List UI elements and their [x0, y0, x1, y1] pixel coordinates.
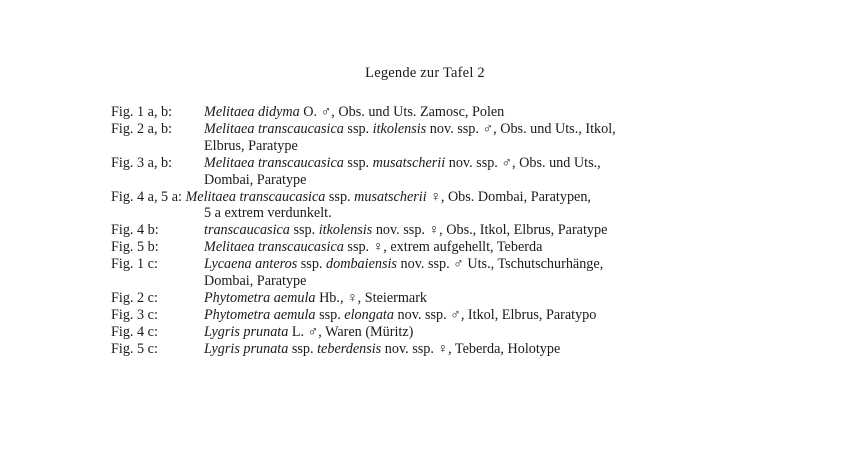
species-name: Lygris prunata — [204, 340, 289, 357]
legend-entry — [111, 222, 751, 239]
legend-entry — [111, 104, 751, 121]
figure-label: Fig. 2 c: — [111, 289, 158, 306]
legend-list — [111, 104, 751, 358]
entry-details: nov. ssp. ♂, Itkol, Elbrus, Paratypo — [393, 306, 597, 323]
species-name: Melitaea didyma — [204, 104, 300, 120]
legend-entry — [111, 341, 751, 358]
legend-entry — [111, 256, 751, 290]
figure-label: Fig. 3 c: — [111, 306, 158, 323]
entry-details: Hb., ♀, Steiermark — [315, 289, 428, 306]
figure-label: Fig. 5 c: — [111, 340, 158, 357]
subspecies-name: itkolensis — [372, 120, 427, 137]
ssp-prefix: ssp. — [297, 256, 327, 273]
legend-entry — [111, 189, 751, 223]
ssp-prefix: ssp. — [289, 222, 319, 239]
species-name: Phytometra aemula — [204, 306, 316, 323]
figure-label: Fig. 5 b: — [111, 239, 159, 256]
ssp-prefix: ssp. — [325, 188, 355, 205]
entry-description — [204, 239, 751, 256]
entry-details: ♀, Obs. Dombai, Paratypen, — [426, 188, 591, 205]
legend-entry — [111, 121, 751, 155]
species-name: Lygris prunata — [204, 323, 289, 340]
entry-details: L. ♂, Waren (Müritz) — [288, 323, 414, 340]
subspecies-name: dombaiensis — [326, 256, 397, 273]
entry-description — [204, 222, 751, 239]
species-name: Melitaea transcaucasica — [204, 120, 344, 137]
legend-entry — [111, 324, 751, 341]
species-name: Phytometra aemula — [204, 289, 316, 306]
entry-details: nov. ssp. ♀, Teberda, Holotype — [381, 340, 561, 357]
entry-description — [204, 341, 751, 358]
ssp-prefix: ssp. — [315, 306, 345, 323]
figure-label: Fig. 1 c: — [111, 256, 158, 273]
entry-description — [204, 256, 751, 273]
subspecies-name: musatscherii — [372, 154, 446, 171]
figure-label: Fig. 3 a, b: — [111, 154, 173, 171]
entry-details: nov. ssp. ♂ Uts., Tschutschurhänge, — [396, 256, 604, 273]
figure-label: Fig. 4 a, 5 a: — [111, 188, 182, 205]
legend-entry — [111, 239, 751, 256]
entry-description — [204, 324, 751, 341]
species-name: Lycaena anteros — [204, 256, 298, 273]
entry-details: nov. ssp. ♀, Obs., Itkol, Elbrus, Paratype — [372, 222, 608, 239]
entry-description — [204, 290, 751, 307]
entry-description — [111, 189, 751, 206]
entry-continuation: Elbrus, Paratype — [204, 137, 298, 154]
subspecies-name: itkolensis — [318, 222, 373, 239]
entry-description — [204, 307, 751, 324]
figure-label: Fig. 1 a, b: — [111, 104, 173, 120]
entry-continuation: Dombai, Paratype — [204, 171, 307, 188]
figure-label: Fig. 2 a, b: — [111, 120, 173, 137]
entry-details: O. ♂, Obs. und Uts. Zamosc, Polen — [299, 104, 505, 120]
species-name: Melitaea transcaucasica — [185, 188, 326, 205]
entry-description — [204, 121, 751, 138]
figure-label: Fig. 4 b: — [111, 222, 159, 239]
subspecies-name: musatscherii — [354, 188, 427, 205]
ssp-prefix: ssp. — [343, 120, 373, 137]
figure-label: Fig. 4 c: — [111, 323, 158, 340]
ssp-prefix: ssp. — [288, 340, 318, 357]
entry-description — [204, 155, 751, 172]
page-title: Legende zur Tafel 2 — [365, 65, 485, 81]
legend-entry — [111, 155, 751, 189]
legend-entry — [111, 307, 751, 324]
ssp-prefix: ssp. — [343, 154, 373, 171]
entry-continuation: 5 a extrem verdunkelt. — [204, 205, 332, 222]
subspecies-name: elongata — [344, 306, 394, 323]
species-name: Melitaea transcaucasica — [204, 239, 344, 256]
species-name: Melitaea transcaucasica — [204, 154, 344, 171]
entry-details: nov. ssp. ♂, Obs. und Uts., — [445, 154, 601, 171]
legend-entry — [111, 290, 751, 307]
species-name: transcaucasica — [204, 222, 290, 239]
entry-details: nov. ssp. ♂, Obs. und Uts., Itkol, — [426, 120, 616, 137]
entry-description — [204, 104, 751, 121]
entry-details: ssp. ♀, extrem aufgehellt, Teberda — [343, 239, 543, 256]
subspecies-name: teberdensis — [317, 340, 382, 357]
entry-continuation: Dombai, Paratype — [204, 273, 307, 290]
